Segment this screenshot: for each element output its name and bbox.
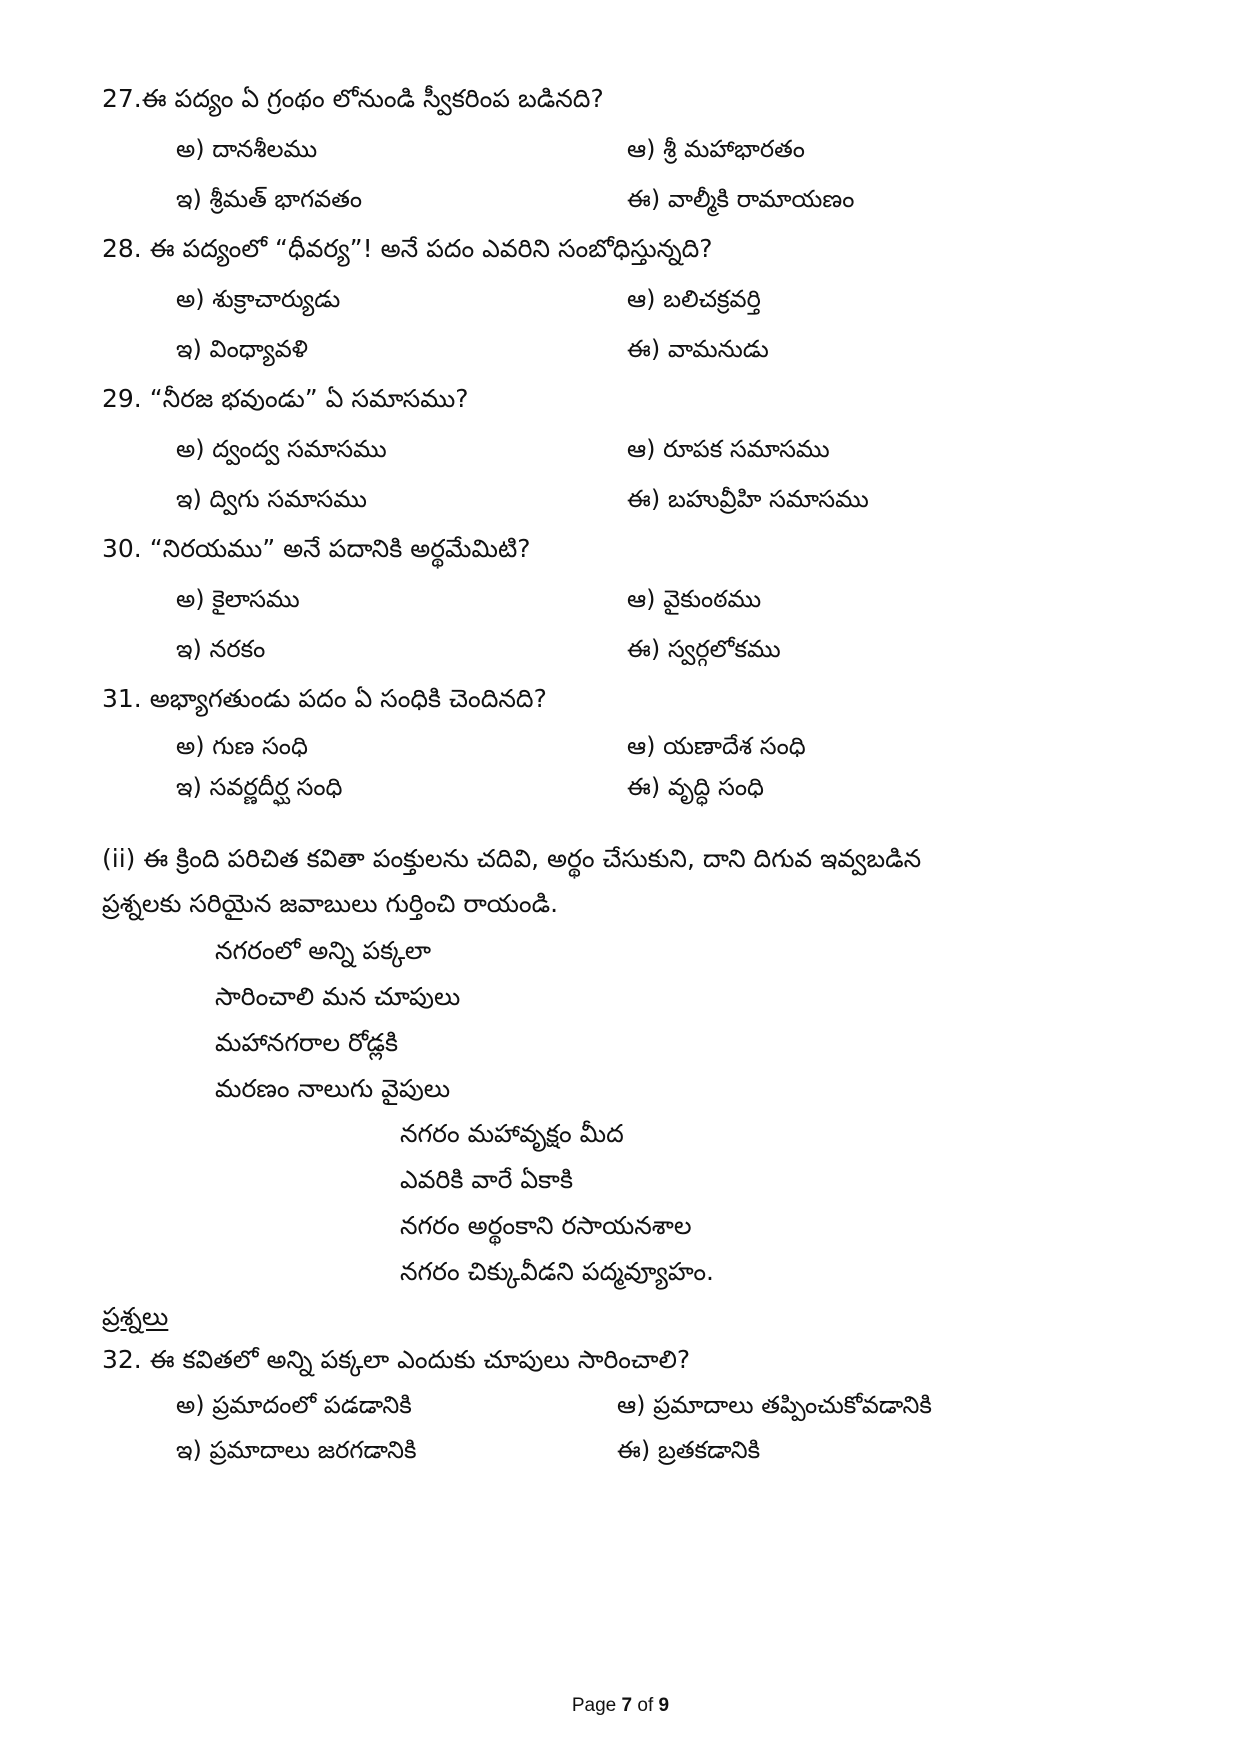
footer-page-word: Page: [571, 1695, 617, 1716]
q31-option-aa: ఆ) యణాదేశ సంధి: [627, 732, 806, 760]
q27-option-ee: ఈ) వాల్మీకి రామాయణం: [627, 185, 855, 213]
q28-option-aa: ఆ) బలిచక్రవర్తి: [627, 285, 761, 313]
q27-option-aa: ఆ) శ్రీ మహాభారతం: [627, 135, 805, 163]
poem-line: నగరం అర్థంకాని రసాయనశాల: [400, 1211, 692, 1240]
q27-option-a: అ) దానశీలము: [176, 135, 318, 163]
q30-option-ee: ఈ) స్వర్గలోకము: [627, 635, 781, 663]
footer-of-word: of: [637, 1695, 654, 1716]
poem-line: నగరం చిక్కువీడని పద్మవ్యూహం.: [400, 1257, 714, 1286]
q28-option-i: ఇ) వింధ్యావళి: [176, 335, 308, 363]
q28-option-ee: ఈ) వామనుడు: [627, 335, 769, 363]
question-30: 30. “నిరయము” అనే పదానికి అర్థమేమిటి?: [102, 534, 531, 563]
question-32: 32. ఈ కవితలో అన్ని పక్కలా ఎందుకు చూపులు సారించాలి?: [102, 1345, 691, 1374]
question-28: 28. ఈ పద్యంలో “ధీవర్య”! అనే పదం ఎవరిని సంబోధిస్తున్నది?: [102, 234, 713, 263]
footer-current-page: 7: [621, 1695, 633, 1716]
q30-option-i: ఇ) నరకం: [176, 635, 266, 663]
q32-option-aa: ఆ) ప్రమాదాలు తప్పించుకోవడానికి: [617, 1391, 932, 1419]
poem-line: ఎవరికి వారే ఏకాకి: [400, 1165, 574, 1194]
poem-line: మహానగరాల రోడ్లకి: [215, 1028, 398, 1057]
poem-line: నగరం మహావృక్షం మీద: [400, 1119, 624, 1148]
section-ii-intro-line1: (ii) ఈ క్రింది పరిచిత కవితా పంక్తులను చదివి, అర్థం చేసుకుని, దాని దిగువ ఇవ్వబడిన: [102, 844, 922, 873]
q31-option-ee: ఈ) వృద్ధి సంధి: [627, 773, 764, 801]
questions-heading: ప్రశ్నలు: [102, 1302, 169, 1331]
q31-option-i: ఇ) సవర్ణదీర్ఘ సంధి: [176, 773, 343, 801]
q29-option-i: ఇ) ద్విగు సమాసము: [176, 485, 367, 513]
footer-total-pages: 9: [658, 1695, 670, 1716]
q29-option-aa: ఆ) రూపక సమాసము: [627, 435, 830, 463]
q29-option-a: అ) ద్వంద్వ సమాసము: [176, 435, 387, 463]
poem-line: నగరంలో అన్ని పక్కలా: [215, 936, 432, 965]
q32-option-i: ఇ) ప్రమాదాలు జరగడానికి: [176, 1436, 417, 1464]
q29-option-ee: ఈ) బహువ్రీహి సమాసము: [627, 485, 869, 513]
q30-option-aa: ఆ) వైకుంఠము: [627, 585, 762, 613]
q31-option-a: అ) గుణ సంధి: [176, 732, 308, 760]
q27-option-i: ఇ) శ్రీమత్ భాగవతం: [176, 185, 363, 213]
section-ii-intro-line2: ప్రశ్నలకు సరియైన జవాబులు గుర్తించి రాయండి.: [102, 889, 559, 918]
poem-line: మరణం నాలుగు వైపులు: [215, 1074, 451, 1103]
question-31: 31. అభ్యాగతుండు పదం ఏ సంధికి చెందినది?: [102, 684, 547, 713]
q32-option-a: అ) ప్రమాదంలో పడడానికి: [176, 1391, 412, 1419]
q28-option-a: అ) శుక్రాచార్యుడు: [176, 285, 341, 313]
question-27: 27.ఈ పద్యం ఏ గ్రంథం లోనుండి స్వీకరింప బడినది?: [102, 84, 604, 113]
poem-line: సారించాలి మన చూపులు: [215, 982, 461, 1011]
q30-option-a: అ) కైలాసము: [176, 585, 300, 613]
question-29: 29. “నీరజ భవుండు” ఏ సమాసము?: [102, 384, 469, 413]
q32-option-ee: ఈ) బ్రతకడానికి: [617, 1436, 761, 1464]
page-footer: [0, 1694, 1241, 1718]
